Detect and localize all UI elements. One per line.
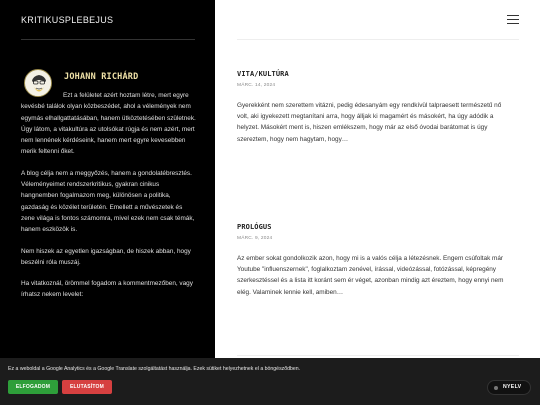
site-title[interactable]: KRITIKUSPLEBEJUS: [21, 15, 114, 25]
hamburger-menu-icon[interactable]: [507, 15, 519, 24]
globe-icon: [494, 386, 498, 390]
author-name: JOHANN RICHÁRD: [64, 72, 139, 82]
post-card: [237, 70, 507, 145]
post-title[interactable]: PROLÓGUS: [237, 223, 272, 231]
post-card: [237, 223, 507, 298]
bio-paragraph: Ha vitatkoznál, örömmel fogadom a kommentmezőben, vagy írhatsz nekem levelet:: [21, 280, 193, 299]
bio-paragraph: A blog célja nem a meggyőzés, hanem a gondolatébresztés. Véleményeimet rendszerkritikus, gyakran cinikus hangnemben fogalmazom meg, különösen a politika, gazdaság és közélet területén. Emellett a művészetek és zene világa is fontos számomra, mivel ezek nem csak témák, hanem eszközök is.: [21, 169, 195, 234]
main-content: [215, 0, 540, 405]
header-divider: [237, 39, 519, 40]
bio-paragraph: Nem hiszek az egyetlen igazságban, de hiszek abban, hogy beszélni róla muszáj.: [21, 247, 191, 266]
cookie-banner: [0, 358, 540, 405]
sidebar-divider: [21, 39, 195, 40]
post-excerpt: Az ember sokat gondolkozik azon, hogy mi is a valós célja a létezésnek. Engem csúfoltak már Youtube "influenszernek", foglalkoztam zenével, írással, videózással, fotózással, képregény szerkesztéssel és a lista itt koránt sem ér véget, azonban mindig azt éreztem, hogy ennyi nem elég. Valaminek lennie kell, amiben…: [237, 255, 504, 296]
post-excerpt: Gyerekként nem szerettem vitázni, pedig édesanyám egy rendkívül talpraesett természetű nő volt, aki igyekezett megtanítani arra, hogy álljak ki magamért és másokért, ha úgy adódik a helyzet. Másokért ment is, hiszen emlékszem, hogy már az első óvodai barátomat is úgy szereztem, hogy nem hagytam, hogy…: [237, 102, 502, 143]
language-button[interactable]: [487, 380, 531, 395]
post-title[interactable]: VITA/KULTÚRA: [237, 70, 289, 78]
post-divider: [237, 355, 519, 356]
author-bio: [21, 90, 196, 311]
accept-cookies-button[interactable]: ELFOGADOM: [8, 380, 58, 394]
bio-paragraph: Ezt a felületet azért hoztam létre, mert egyre kevésbé találok olyan közbeszédet, ahol a vélemények nem egymás elhallgattatásában, hanem ütköztetésében születnek. Úgy látom, a vitakultúra az utolsókat rúgja és nem azért, mert nem lennének kérdéseink, hanem mert egyre kevesebben merik feltenni őket.: [21, 92, 196, 156]
post-date: MÁRC. 14, 2024: [237, 83, 276, 88]
cookie-text: Ez a weboldal a Google Analytics és a Google Translate szolgáltatást használja. Ezek sütiket helyezhetnek el a böngésződben.: [8, 366, 301, 372]
post-date: MÁRC. 9, 2024: [237, 236, 273, 241]
language-label: NYELV: [503, 384, 522, 390]
decline-cookies-button[interactable]: ELUTASÍTOM: [62, 380, 112, 394]
sidebar: [0, 0, 215, 405]
